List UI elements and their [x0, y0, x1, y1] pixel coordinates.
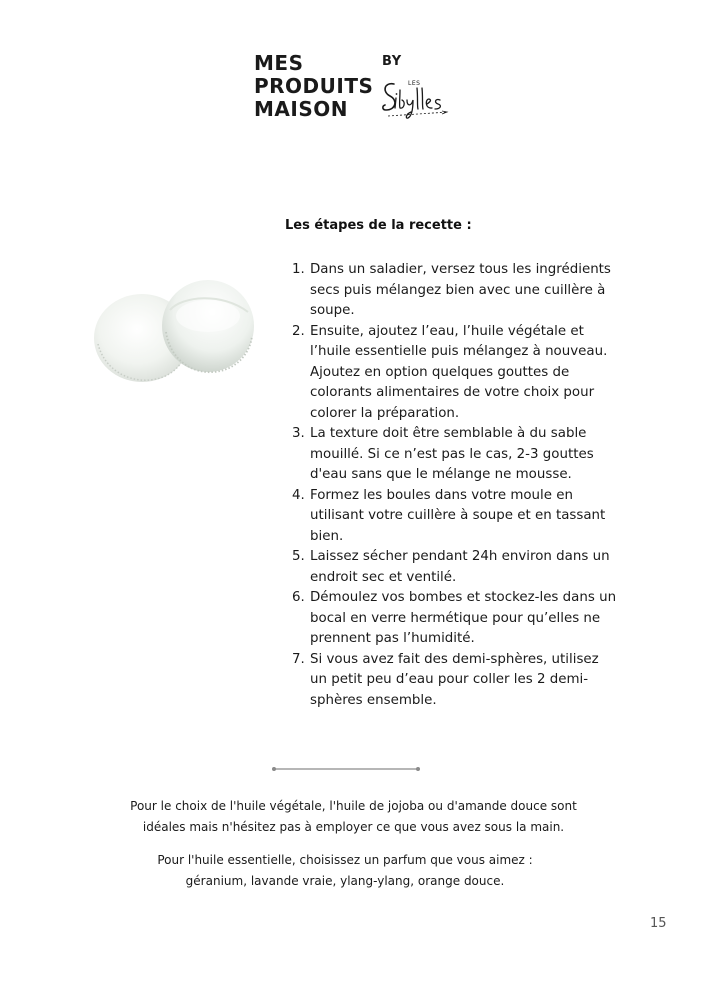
logo-by: BY: [382, 54, 402, 69]
logo-line-produits: PRODUITS: [254, 74, 374, 98]
step-text: Dans un saladier, versez tous les ingrédients secs puis mélangez bien avec une cuillère à soupe.: [310, 262, 611, 318]
logo-wordmark: [254, 52, 373, 121]
step-number: 3.: [292, 426, 305, 441]
essential-oil-note: [100, 850, 590, 892]
page-number: 15: [650, 916, 667, 931]
recipe-steps-list: [292, 260, 617, 711]
step-text: Ensuite, ajoutez l’eau, l’huile végétale et l’huile essentielle puis mélangez à nouveau. Ajoutez en option quelques gouttes de colorants alimentaires de votre choix pour colorer la préparation.: [310, 323, 608, 421]
step-number: 4.: [292, 487, 305, 503]
bath-bombs-image: [90, 270, 258, 390]
vegetable-oil-note: [60, 796, 647, 838]
recipe-step: [292, 486, 617, 548]
step-text: Laissez sécher pendant 24h environ dans un endroit sec et ventilé.: [310, 549, 610, 585]
recipe-step: [292, 588, 617, 650]
recipe-step: [292, 260, 617, 322]
note-line: Pour l'huile essentielle, choisissez un parfum que vous aimez :: [157, 853, 533, 867]
recipe-step: [292, 650, 617, 712]
section-divider: [271, 764, 421, 774]
note-line: Pour le choix de l'huile végétale, l'huile de jojoba ou d'amande douce sont: [130, 799, 577, 813]
logo-line-mes: MES: [254, 51, 304, 75]
logo-les: LES: [408, 80, 421, 87]
recipe-step: [292, 547, 617, 588]
step-text: Si vous avez fait des demi-sphères, utilisez un petit peu d’eau pour coller les 2 demi-sphères ensemble.: [310, 651, 599, 708]
recipe-step: [292, 424, 617, 486]
recipe-steps-title: Les étapes de la recette :: [285, 218, 472, 233]
sibylles-signature-icon: [380, 76, 456, 122]
note-line: idéales mais n'hésitez pas à employer ce que vous avez sous la main.: [142, 820, 565, 834]
recipe-step: [292, 322, 617, 425]
step-number: 2.: [292, 323, 305, 339]
step-number: 7.: [292, 651, 305, 667]
logo-line-maison: MAISON: [254, 97, 348, 121]
brand-logo: [254, 52, 464, 132]
step-text: Formez les boules dans votre moule en utilisant votre cuillère à soupe et en tassant bien.: [310, 487, 606, 544]
step-number: 5.: [292, 549, 305, 564]
step-number: 6.: [292, 590, 305, 605]
step-text: La texture doit être semblable à du sable mouillé. Si ce n’est pas le cas, 2-3 gouttes d'eau sans que le mélange ne mousse.: [310, 426, 594, 482]
note-line: géranium, lavande vraie, ylang-ylang, orange douce.: [185, 874, 505, 888]
step-text: Démoulez vos bombes et stockez-les dans un bocal en verre hermétique pour qu’elles ne prennent pas l’humidité.: [310, 590, 617, 646]
step-number: 1.: [292, 262, 305, 277]
